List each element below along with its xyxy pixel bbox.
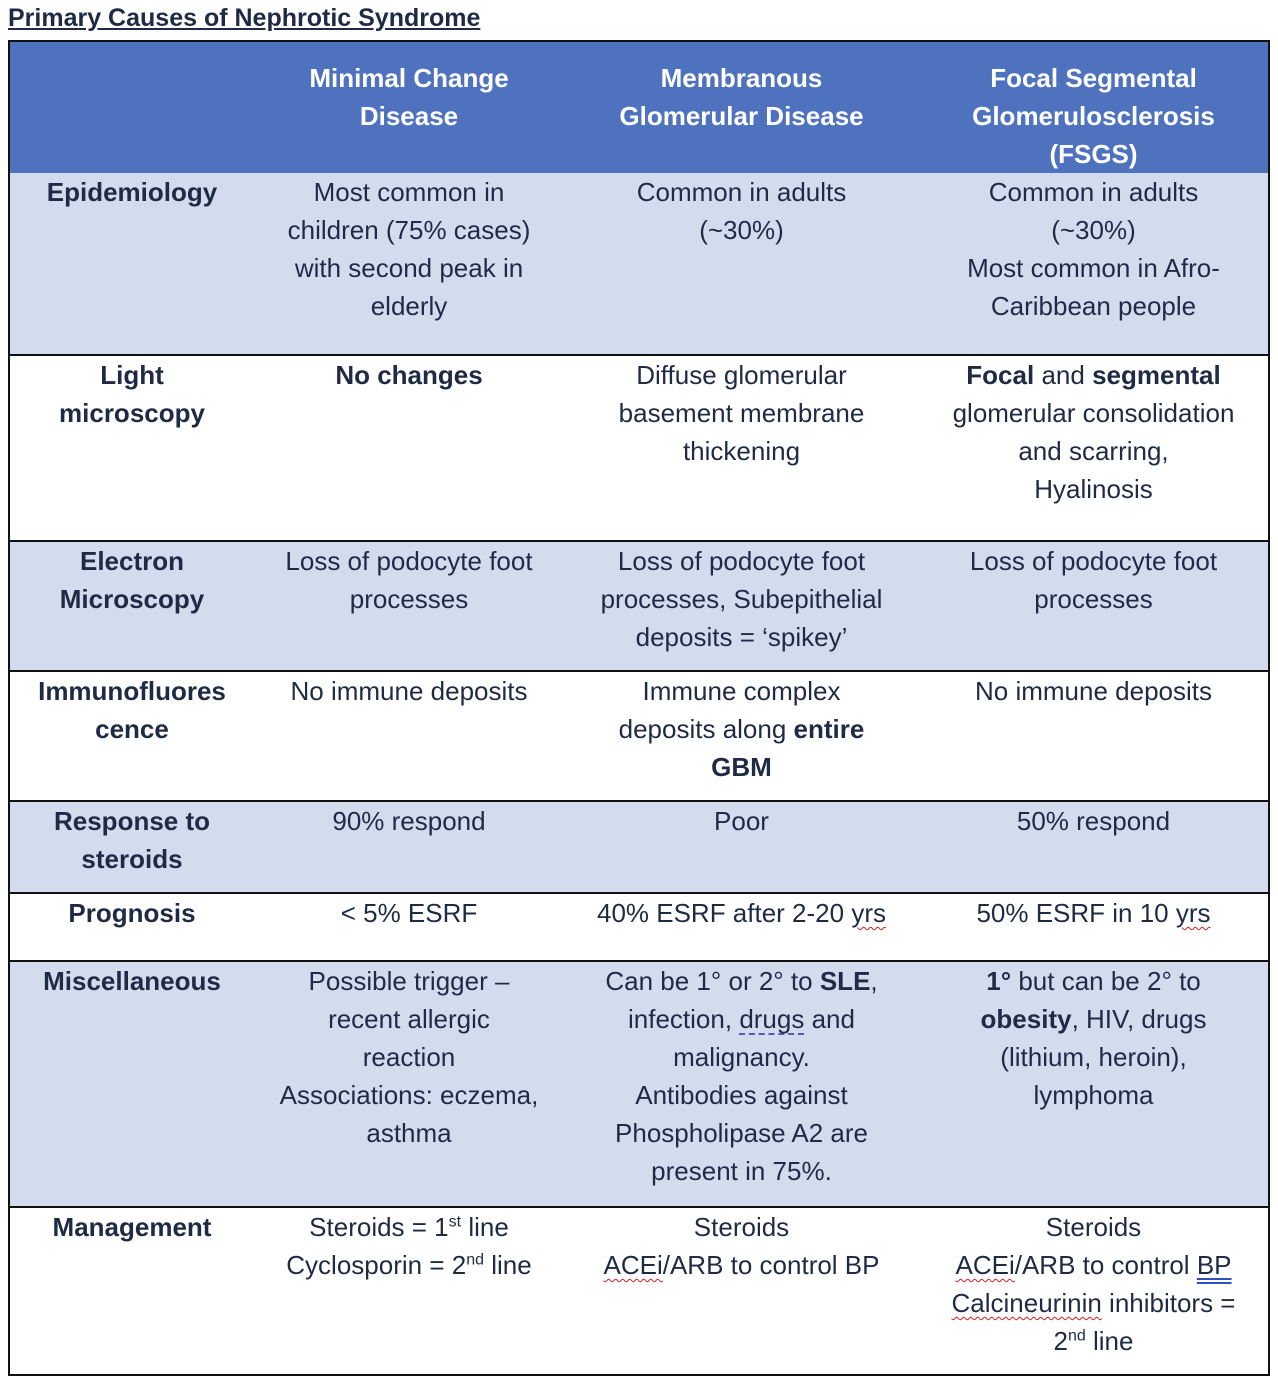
cell-line: elderly — [370, 291, 448, 321]
cell-text: but can be 2° to — [1018, 966, 1201, 996]
cell-line: deposits = ‘spikey’ — [635, 622, 848, 652]
cell-text: line — [1085, 1326, 1134, 1356]
row-electron-microscopy — [9, 541, 1269, 671]
cell-line — [923, 1246, 1264, 1284]
cell-text: 50% ESRF in 10 — [976, 898, 1169, 928]
cell-mgd — [564, 671, 919, 801]
bold-text: obesity — [980, 1004, 1072, 1034]
cell-text: Steroids = 1 — [309, 1212, 449, 1242]
cell-mcd — [254, 355, 564, 541]
cell-line: recent allergic — [328, 1004, 490, 1034]
row-label: Epidemiology — [9, 173, 254, 355]
cell-mcd — [254, 961, 564, 1207]
nephrotic-syndrome-table — [8, 40, 1270, 1376]
cell-fsgs: 50% respond — [919, 801, 1269, 893]
label-line: Light — [100, 360, 164, 390]
superscript: nd — [466, 1251, 484, 1269]
cell-line: reaction — [362, 1042, 456, 1072]
cell-line: Common in adults — [636, 177, 847, 207]
cell-mgd — [564, 355, 919, 541]
header-empty-cell — [9, 41, 254, 173]
row-response-to-steroids — [9, 801, 1269, 893]
cell-text: inhibitors = — [1101, 1288, 1236, 1318]
row-label: Miscellaneous — [9, 961, 254, 1207]
cell-line: Caribbean people — [990, 291, 1197, 321]
cell-text: Can be 1° or 2° to — [605, 966, 813, 996]
row-label: Management — [52, 1212, 212, 1242]
cell-line: asthma — [366, 1118, 452, 1148]
cell-mgd: Poor — [564, 801, 919, 893]
grammar-word: BP — [1196, 1250, 1232, 1280]
cell-fsgs — [919, 1207, 1269, 1375]
cell-line: Most common in — [313, 177, 505, 207]
label-line: Microscopy — [59, 584, 205, 614]
cell-line: Immune complex — [642, 676, 841, 706]
cell-mgd — [564, 541, 919, 671]
cell-line: and scarring, — [1018, 436, 1169, 466]
row-epidemiology — [9, 173, 1269, 355]
cell-line: glomerular consolidation — [952, 398, 1235, 428]
cell-line: Common in adults — [988, 177, 1199, 207]
label-line: Immunofluores — [38, 676, 226, 706]
row-label — [9, 541, 254, 671]
cell-line: malignancy. — [673, 1042, 810, 1072]
cell-line — [923, 356, 1264, 394]
cell-line: with second peak in — [294, 253, 524, 283]
cell-line — [258, 1208, 560, 1246]
grammar-word: drugs — [739, 1004, 805, 1034]
cell-line: GBM — [711, 752, 772, 782]
cell-line: (~30%) — [1051, 215, 1136, 245]
bold-text: SLE — [819, 966, 871, 996]
cell-line: Steroids — [693, 1212, 790, 1242]
cell-line — [923, 962, 1264, 1000]
cell-mcd: 90% respond — [254, 801, 564, 893]
header-line: (FSGS) — [1049, 139, 1138, 169]
cell-line — [258, 1246, 560, 1284]
cell-line: Phospholipase A2 are — [615, 1118, 868, 1148]
cell-text: , — [870, 966, 878, 996]
row-immunofluorescence — [9, 671, 1269, 801]
cell-line: Most common in Afro- — [967, 253, 1220, 283]
header-line: Glomerular Disease — [619, 101, 864, 131]
cell-mcd — [254, 541, 564, 671]
header-line: Minimal Change — [309, 63, 509, 93]
cell-line: Possible trigger – — [308, 966, 510, 996]
row-management — [9, 1207, 1269, 1375]
cell-text: /ARB to control — [1014, 1250, 1197, 1280]
cell-line: Hyalinosis — [1034, 474, 1153, 504]
cell-line: processes — [1034, 584, 1153, 614]
spellcheck-word: ACEi — [603, 1250, 663, 1280]
cell-line: Antibodies against — [635, 1080, 848, 1110]
cell-line: present in 75%. — [651, 1156, 832, 1186]
cell-line: processes — [349, 584, 469, 614]
header-line: Disease — [359, 101, 459, 131]
cell-mcd: No immune deposits — [290, 676, 528, 706]
cell-text: line — [484, 1250, 532, 1280]
cell-fsgs — [919, 893, 1269, 961]
cell-text: /ARB to control BP — [662, 1250, 880, 1280]
cell-line: Steroids — [1045, 1212, 1142, 1242]
row-label — [9, 355, 254, 541]
label-line: microscopy — [59, 398, 205, 428]
cell-line: Loss of podocyte foot — [285, 546, 533, 576]
cell-text: 2 — [1053, 1326, 1068, 1356]
cell-line: Loss of podocyte foot — [617, 546, 866, 576]
header-minimal-change — [254, 41, 564, 173]
cell-fsgs — [919, 961, 1269, 1207]
label-line: cence — [95, 714, 169, 744]
cell-line: thickening — [682, 436, 801, 466]
cell-text: and — [811, 1004, 855, 1034]
cell-fsgs — [919, 541, 1269, 671]
cell-line: Loss of podocyte foot — [969, 546, 1218, 576]
cell-mcd — [254, 173, 564, 355]
cell-line: children (75% cases) — [287, 215, 531, 245]
cell-line: Diffuse glomerular — [636, 360, 847, 390]
cell-line — [923, 1322, 1264, 1360]
row-prognosis — [9, 893, 1269, 961]
header-line: Focal Segmental — [990, 63, 1197, 93]
cell-line: lymphoma — [1033, 1080, 1154, 1110]
row-light-microscopy — [9, 355, 1269, 541]
superscript: nd — [1067, 1327, 1086, 1345]
row-miscellaneous — [9, 961, 1269, 1207]
bold-text: entire — [793, 714, 865, 744]
cell-mgd — [564, 1207, 919, 1375]
cell-text: deposits along — [618, 714, 787, 744]
row-label — [9, 671, 254, 801]
cell-line — [923, 1284, 1264, 1322]
label-line: Response to — [53, 806, 211, 836]
cell-fsgs — [919, 355, 1269, 541]
label-line: steroids — [81, 844, 183, 874]
cell-line: (lithium, heroin), — [1000, 1042, 1187, 1072]
cell-text: No changes — [335, 360, 483, 390]
bold-text: Focal — [966, 360, 1035, 390]
cell-line — [568, 1246, 915, 1284]
cell-text: infection, — [628, 1004, 733, 1034]
header-row — [9, 41, 1269, 173]
cell-text: 40% ESRF after 2-20 — [596, 898, 845, 928]
cell-line — [923, 1000, 1264, 1038]
cell-line — [568, 962, 915, 1000]
row-label — [9, 801, 254, 893]
superscript: st — [448, 1213, 462, 1231]
spellcheck-word: yrs — [851, 898, 887, 928]
cell-text: , HIV, drugs — [1071, 1004, 1207, 1034]
row-label: Prognosis — [68, 898, 196, 928]
header-line: Membranous — [660, 63, 823, 93]
cell-line: (~30%) — [699, 215, 784, 245]
cell-text: line — [461, 1212, 509, 1242]
cell-fsgs: No immune deposits — [975, 676, 1212, 706]
cell-mgd — [564, 173, 919, 355]
cell-mgd — [564, 961, 919, 1207]
page-title: Primary Causes of Nephrotic Syndrome — [8, 4, 481, 32]
cell-text: Cyclosporin = 2 — [286, 1250, 467, 1280]
label-line: Electron — [79, 546, 185, 576]
bold-text: segmental — [1092, 360, 1221, 390]
cell-mgd — [564, 893, 919, 961]
header-membranous — [564, 41, 919, 173]
cell-fsgs — [919, 173, 1269, 355]
cell-text: and — [1041, 360, 1085, 390]
cell-mcd — [254, 1207, 564, 1375]
cell-line: Associations: eczema, — [279, 1080, 539, 1110]
spellcheck-word: Calcineurinin — [951, 1288, 1102, 1318]
spellcheck-word: ACEi — [955, 1250, 1015, 1280]
cell-mcd: < 5% ESRF — [340, 898, 478, 928]
spellcheck-word: yrs — [1175, 898, 1211, 928]
header-fsgs — [919, 41, 1269, 173]
cell-line — [568, 710, 915, 748]
bold-text: 1° — [986, 966, 1012, 996]
cell-line: processes, Subepithelial — [600, 584, 883, 614]
cell-line — [568, 1000, 915, 1038]
cell-line: basement membrane — [618, 398, 865, 428]
header-line: Glomerulosclerosis — [972, 101, 1215, 131]
